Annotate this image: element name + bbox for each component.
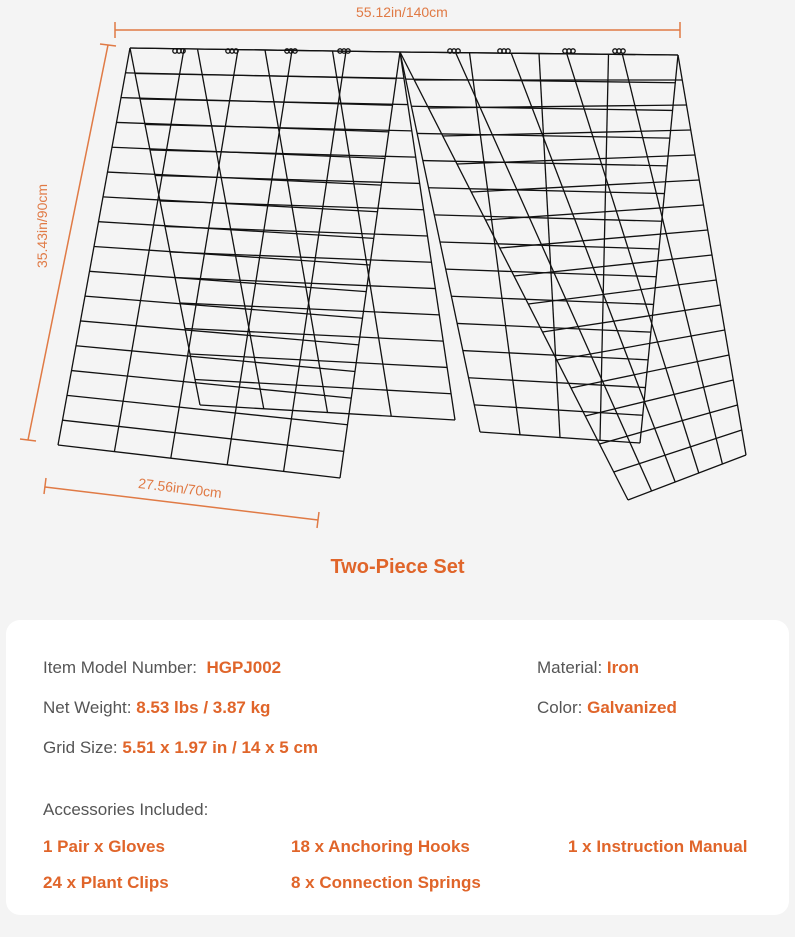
trellis-wire-frame [58,48,746,500]
accessory-item: 24 x Plant Clips [43,873,169,892]
accessory-item: 8 x Connection Springs [291,873,481,892]
accessory-item: 18 x Anchoring Hooks [291,837,470,856]
spec-card [6,620,789,915]
spec-weight [43,698,270,718]
spec-grid-label: Grid Size: [43,738,118,757]
spec-model-label: Item Model Number: [43,658,197,677]
spec-color [537,698,677,718]
spec-color-label: Color: [537,698,583,717]
spec-grid [43,738,318,758]
set-title: Two-Piece Set [330,556,465,578]
spec-material-value: Iron [606,658,640,677]
spec-color-value: Galvanized [587,698,677,717]
spec-weight-label: Net Weight: [43,698,132,717]
spec-model-value: HGPJ002 [206,658,282,677]
spec-material [537,658,639,678]
depth-dimension-label: 27.56in/70cm [137,474,223,502]
accessories-heading: Accessories Included: [43,800,209,819]
spec-model [43,658,281,678]
width-dimension-label: 55.12in/140cm [356,4,448,20]
spec-grid-value: 5.51 x 1.97 in / 14 x 5 cm [122,738,319,757]
accessory-item: 1 Pair x Gloves [43,837,165,856]
accessory-item: 1 x Instruction Manual [568,837,748,856]
spec-weight-value: 8.53 lbs / 3.87 kg [136,698,271,717]
height-dimension-label: 35.43in/90cm [34,183,50,269]
spec-material-label: Material: [537,658,603,677]
